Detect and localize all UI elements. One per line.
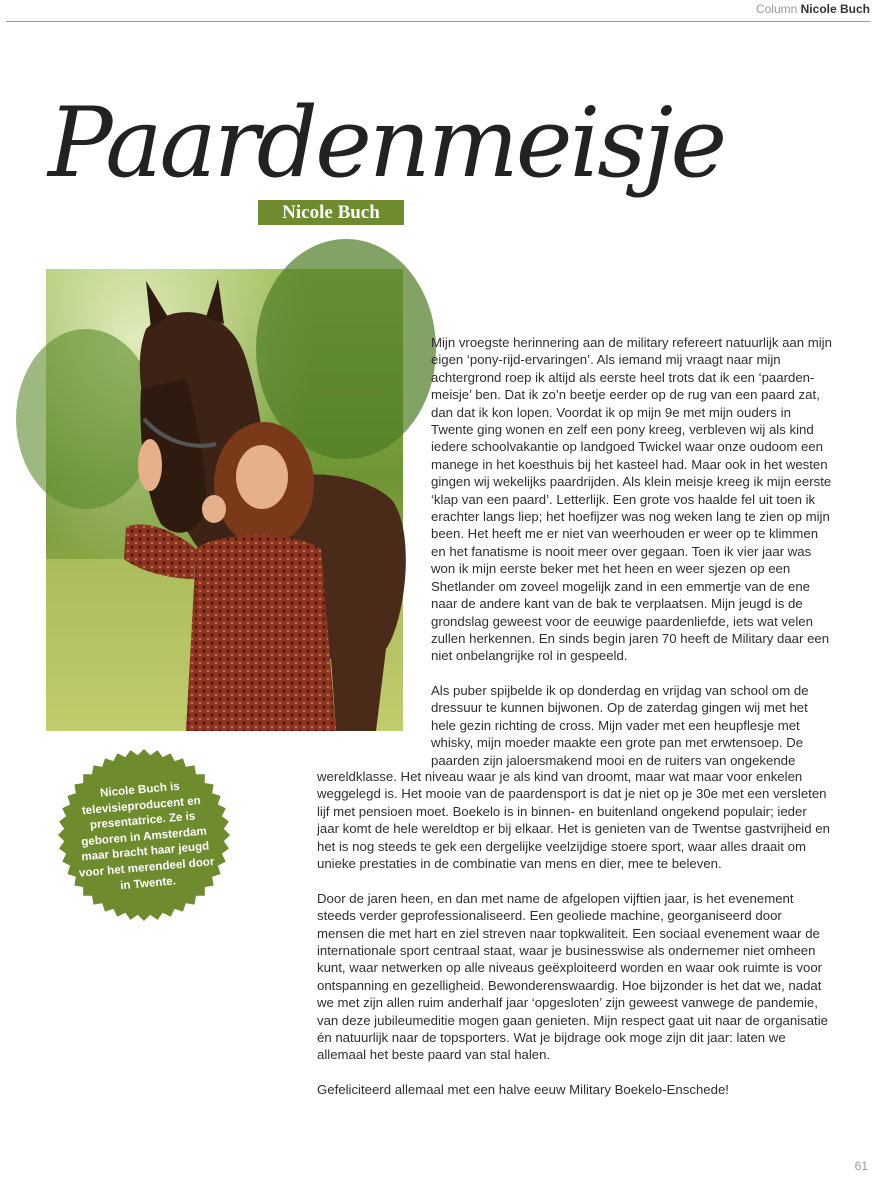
header-section: Column xyxy=(755,2,798,16)
header-author: Nicole Buch xyxy=(800,2,870,16)
portrait-photo xyxy=(46,269,403,731)
title-text: Paardenmeisje xyxy=(48,87,725,199)
article-paragraph-2a: Als puber spijbelde ik op donderdag en vrijdag van school om de dressuur te kunnen bijwonen. Op de zaterdag gingen wij met het hele gezin richting de cross. Mijn vader met een heupflesje met whisky, mijn moeder maakte een grote pan met erwtensoep. De paarden zijn jaloersmakend mooi en de ruiters van ongekende xyxy=(431,683,809,768)
article-column-top xyxy=(431,334,832,682)
article-paragraph-4: Gefeliciteerd allemaal met een halve eeuw Military Boekelo-Enschede! xyxy=(317,1082,729,1098)
page-header xyxy=(6,0,870,22)
bio-badge xyxy=(58,744,230,926)
page-number: 61 xyxy=(854,1159,868,1173)
header-column-label xyxy=(756,2,870,16)
article-paragraph-2b: wereldklasse. Het niveau waar je als kind van droomt, maar wat maar voor enkelen weggelegd is. Het mooie van de paardensport is dat je niet op je 30e met een versleten lijf met pensioen moet. Boekelo is in binnen- en buitenland ongekend populair; ieder jaar komt de hele wereldtop er bij elkaar. Het is genieten van de Twentse gastvrijheid en het is nog steeds te gek een dergelijke veelzijdige stoere sport, waar alles draait om unieke prestaties in de combinatie van mens en dier, mee te beleven. xyxy=(317,769,830,872)
article-paragraph-1: Mijn vroegste herinnering aan de military refereert natuurlijk aan mijn eigen ‘pony-rijd-ervaringen’. Als iemand mij vraagt naar mijn achtergrond roep ik altijd als eerste heel trots dat ik een ‘paarden-meisje’ ben. Dat ik zo’n beetje eerder op de rug van een paard zat, dan dat ik kon lopen. Voordat ik op mijn 9e met mijn ouders in Twente ging wonen en zelf een pony kreeg, verbleven wij als kind iedere schoolvakantie op landgoed Twickel waar onze oudoom een manege in het koesthuis bij het kasteel had. Maar ook in het westen gingen wij wekelijks paardrijden. Als klein meisje kreeg ik mijn eerste ‘klap van een paard’. Letterlijk. Een grote vos haalde fel uit toen ik erachter langs liep; het hoefijzer was nog weken lang te zien op mijn been. Het heeft me er niet van weerhouden er weer op te klimmen en het fanatisme is nooit meer over gegaan. Toen ik vier jaar was won ik mijn eerste beker met het heen en weer sjezen op een Shetlander om zoveel mogelijk zand in een emmertje van de ene naar de andere kant van de bak te verplaatsen. Mijn jeugd is de grondslag geweest voor de eeuwige paardenliefde, iets wat velen zullen herkennen. En sinds begin jaren 70 heeft de Military daar een niet onbelangrijke rol in gespeeld. xyxy=(431,335,832,664)
author-tag: Nicole Buch xyxy=(258,200,404,225)
article-column-middle xyxy=(431,682,832,769)
article-paragraph-3: Door de jaren heen, en dan met name de afgelopen vijftien jaar, is het evenement steeds verder geprofessionaliseerd. Een geoliede machine, georganiseerd door mensen die met hart en ziel streven naar topkwaliteit. Een sociaal evenement waar de internationale sport centraal staat, waar je businesswise als ondernemer niet omheen kunt, waar netwerken op alle niveaus geëxploiteerd worden en waar ook ruimte is voor ontspanning en gezelligheid. Bewonderenswaardig. Hoe bijzonder is het dat we, nadat we met zijn allen ruim anderhalf jaar ‘opgesloten’ zijn geweest vanwege de pandemie, van deze jubileumeditie mogen gaan genieten. Mijn respect gaat uit naar de organisatie én natuurlijk naar de topsporters. Wat je bijdrage ook moge zijn dit jaar: laten we allemaal het beste paard van stal halen. xyxy=(317,890,828,1063)
photo-illustration xyxy=(46,269,403,731)
badge-text: Nicole Buch is televisieproducent en presentatrice. Ze is geboren in Amsterdam maar bracht haar jeugd voor het merendeel door in Twente. xyxy=(78,779,215,892)
article-column-bottom xyxy=(317,768,831,1116)
